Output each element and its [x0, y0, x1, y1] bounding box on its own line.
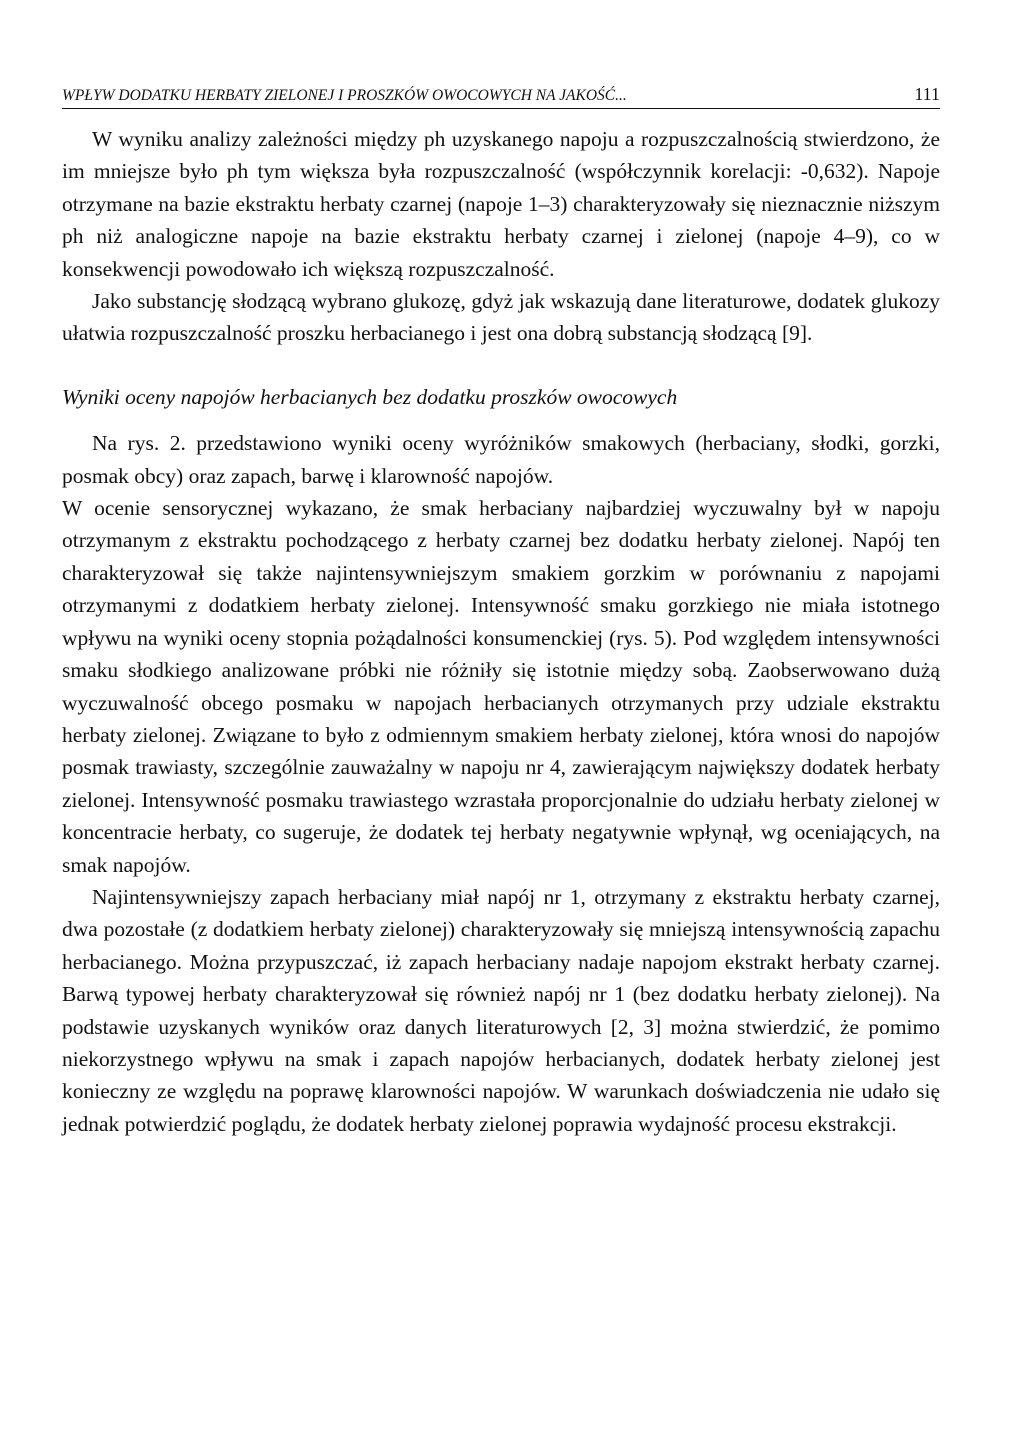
- running-header-title: WPŁYW DODATKU HERBATY ZIELONEJ I PROSZKÓW OWOCOWYCH NA JAKOŚĆ...: [62, 87, 627, 104]
- page-number: 111: [914, 84, 940, 104]
- paragraph: W ocenie sensorycznej wykazano, że smak herbaciany najbardziej wyczuwalny był w napoju otrzymanym z ekstraktu pochodzącego z herbaty czarnej bez dodatku herbaty zielonej. Napój ten charakteryzował się także najintensywniejszym smakiem gorzkim w porównaniu z napojami otrzymanymi z dodatkiem herbaty zielonej. Intensywność smaku gorzkiego nie miała istotnego wpływu na wyniki oceny stopnia pożądalności konsumenckiej (rys. 5). Pod względem intensywności smaku słodkiego analizowane próbki nie różniły się istotnie między sobą. Zaobserwowano dużą wyczuwalność obcego posmaku w napojach herbacianych otrzymanych przy udziale ekstraktu herbaty zielonej. Związane to było z odmiennym smakiem herbaty zielonej, która wnosi do napojów posmak trawiasty, szczególnie zauważalny w napoju nr 4, zawierającym największy dodatek herbaty zielonej. Intensywność posmaku trawiastego wzrastała proporcjonalnie do udziału herbaty zielonej w koncentracie herbaty, co sugeruje, że dodatek tej herbaty negatywnie wpłynął, wg oceniających, na smak napojów.: [62, 496, 940, 877]
- paragraph: W wyniku analizy zależności między ph uzyskanego napoju a rozpuszczalnością stwierdzono, że im mniejsze było ph tym większa była rozpuszczalność (współczynnik korelacji: -0,632). Napoje otrzymane na bazie ekstraktu herbaty czarnej (napoje 1–3) charakteryzowały się nieznacznie niższym ph niż analogiczne napoje na bazie ekstraktu herbaty czarnej i zielonej (napoje 4–9), co w konsekwencji powodowało ich większą rozpuszczalność.: [62, 127, 940, 281]
- paragraph: Najintensywniejszy zapach herbaciany miał napój nr 1, otrzymany z ekstraktu herbaty czarnej, dwa pozostałe (z dodatkiem herbaty zielonej) charakteryzowały się mniejszą intensywnością zapachu herbacianego. Można przypuszczać, iż zapach herbaciany nadaje napojom ekstrakt herbaty czarnej. Barwą typowej herbaty charakteryzował się również napój nr 1 (bez dodatku herbaty zielonej). Na podstawie uzyskanych wyników oraz danych literaturowych [2, 3] można stwierdzić, że pomimo niekorzystnego wpływu na smak i zapach napojów herbacianych, dodatek herbaty zielonej jest konieczny ze względu na poprawę klarowności napojów. W warunkach doświadczenia nie udało się jednak potwierdzić poglądu, że dodatek herbaty zielonej poprawia wydajność procesu ekstrakcji.: [62, 884, 940, 1136]
- running-header: [62, 84, 940, 109]
- document-page: [62, 84, 940, 1140]
- section-heading: Wyniki oceny napojów herbacianych bez dodatku proszków owocowych: [62, 384, 678, 409]
- paragraph: Jako substancję słodzącą wybrano glukozę, gdyż jak wskazują dane literaturowe, dodatek glukozy ułatwia rozpuszczalność proszku herbacianego i jest ona dobrą substancją słodzącą [9].: [62, 289, 940, 346]
- paragraph: Na rys. 2. przedstawiono wyniki oceny wyróżników smakowych (herbaciany, słodki, gorzki, posmak obcy) oraz zapach, barwę i klarowność napojów.: [62, 431, 940, 488]
- body-text: [62, 123, 940, 1140]
